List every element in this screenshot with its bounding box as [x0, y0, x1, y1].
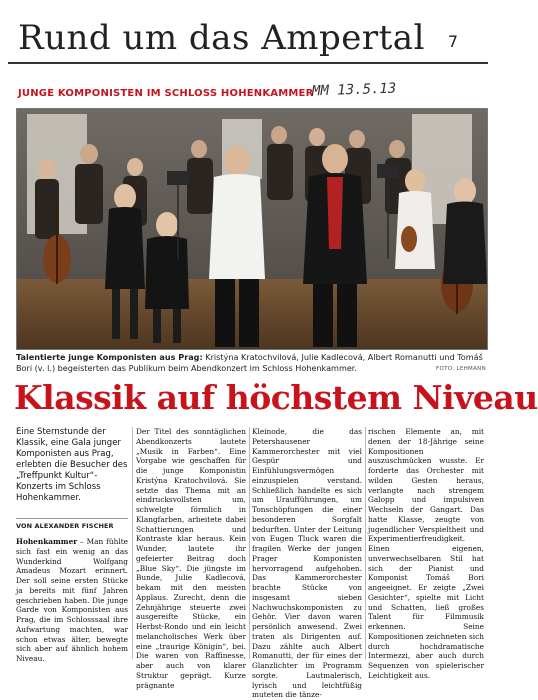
- article-column-4-text: rischen Elemente an, mit denen der 18-Jährige seine Kompositionen auszuschmücken wusste. Er forderte das Orchester mit wilden Gesten heraus, verlangte nach strengem Galopp und impulsiven Wechseln der Gangart. Das hatte Klasse, zeugte von jugendlicher Verspieltheit und Experimentierfreudigkeit. Einen eigenen, unverwechselbaren Stil hat sich der Pianist und Komponist Tomáš Bori angeeignet. Er zeigte „Zwei Gesichter“, spielte mit Licht und Schatten, ließ großes Talent für Filmmusik erkennen. Seine Kompositionen zeichneten sich durch hochdramatische Intermezzi, aber auch durch Sequenzen von spielerischer Leichtigkeit aus.: [368, 427, 484, 680]
- photo-caption: [16, 352, 486, 374]
- orchestra-photo-illustration: [17, 109, 487, 349]
- section-title: Rund um das Ampertal: [18, 18, 425, 58]
- kicker: JUNGE KOMPONISTEN IM SCHLOSS HOHENKAMMER: [18, 88, 314, 99]
- article-column-2: [136, 427, 246, 690]
- article-column-1: [16, 537, 128, 661]
- article-column-2-text: Der Titel des sonntäglichen Abendkonzerts lautete „Musik in Farben“. Eine Vorgabe wie geschaffen für die junge Komponistin Kristýna Kratochvilová. Sie setzte das Thema mit an eindrucksvollsten um, schwelgte förmlich in Klangfarben, arbeitete dabei Schattierungen und Kontraste klar heraus. Kein Wunder, lautete ihr gefeierter Beitrag doch „Blue Sky“. Die jüngste im Bunde, Julie Kadlecová, bekam mit den meisten Applaus. Zurecht, denn die Zehnjährige steuerte zwei ausgereifte Stücke, ein Herbst-Rondo und ein leicht melancholisches Werk über eine „traurige Königin“, bei. Die waren von Raffinesse, aber auch von klarer Struktur geprägt. Kurze prägnante: [136, 427, 246, 690]
- dateline: Hohenkammer: [16, 537, 78, 546]
- article-column-3: [252, 427, 362, 700]
- photo-credit: FOTO: LEHMANN: [436, 366, 486, 372]
- headline: Klassik auf höchstem Niveau: [14, 378, 538, 417]
- column-divider: [249, 427, 250, 659]
- article-column-4: [368, 427, 484, 680]
- page-number: 7: [447, 32, 458, 51]
- column-divider: [132, 427, 133, 659]
- byline: VON ALEXANDER FISCHER: [16, 518, 128, 530]
- article-photo: [16, 108, 488, 350]
- handwritten-date-note: MM 13.5.13: [311, 80, 397, 100]
- lead-paragraph: Eine Sternstunde der Klassik, eine Gala junger Komponisten aus Prag, erlebten die Besucher des „Treffpunkt Kultur“-Konzerts im Schloss Hohenkammer.: [16, 427, 128, 503]
- caption-text: Kristýna Kratochvilová, Julie Kadlecová, Albert Romanutti und Tomáš Bori (v. l.) begeisterten das Publikum beim Abendkonzert im Schloss Hohenkammer.: [16, 352, 483, 373]
- caption-lead: Talentierte junge Komponisten aus Prag:: [16, 352, 203, 362]
- article-column-3-text: Kleinode, die das Petershausener Kammerorchester mit viel Gespür und Einfühlungsvermögen einzuspielen verstand. Schließlich handelte es sich um Uraufführungen, um Tonschöpfungen die einer besonderen Sorgfalt bedurften. Unter der Leitung von Eugen Tluck waren die fragilen Werke der jungen Prager Komponisten hervorragend aufgehoben. Das Kammerorchester brachte Stücke von insgesamt sieben Nachwuchskomponisten zu Gehör. Vier davon waren persönlich anwesend. Zwei traten als Dirigenten auf. Dazu zählte auch Albert Romanutti, der für eines der Glanzlichter im Programm sorgte. Lautmalerisch, lyrisch und leichtfüßig muteten die tänze-: [252, 427, 362, 700]
- masthead-rule: [8, 62, 488, 64]
- masthead: [8, 14, 488, 58]
- column-divider: [365, 427, 366, 659]
- article-column-1-text: – Man fühlte sich fast ein wenig an das Wunderkind Wolfgang Amadeus Mozart erinnert. Der soll seine ersten Stücke ja bereits mit fünf Jahren geschrieben haben. Die junge Garde von Komponisten aus Prag, die im Schlosssaal ihre Aufwartung machten, war schon etwas älter, bewegte sich aber auf ähnlich hohem Niveau.: [16, 537, 128, 663]
